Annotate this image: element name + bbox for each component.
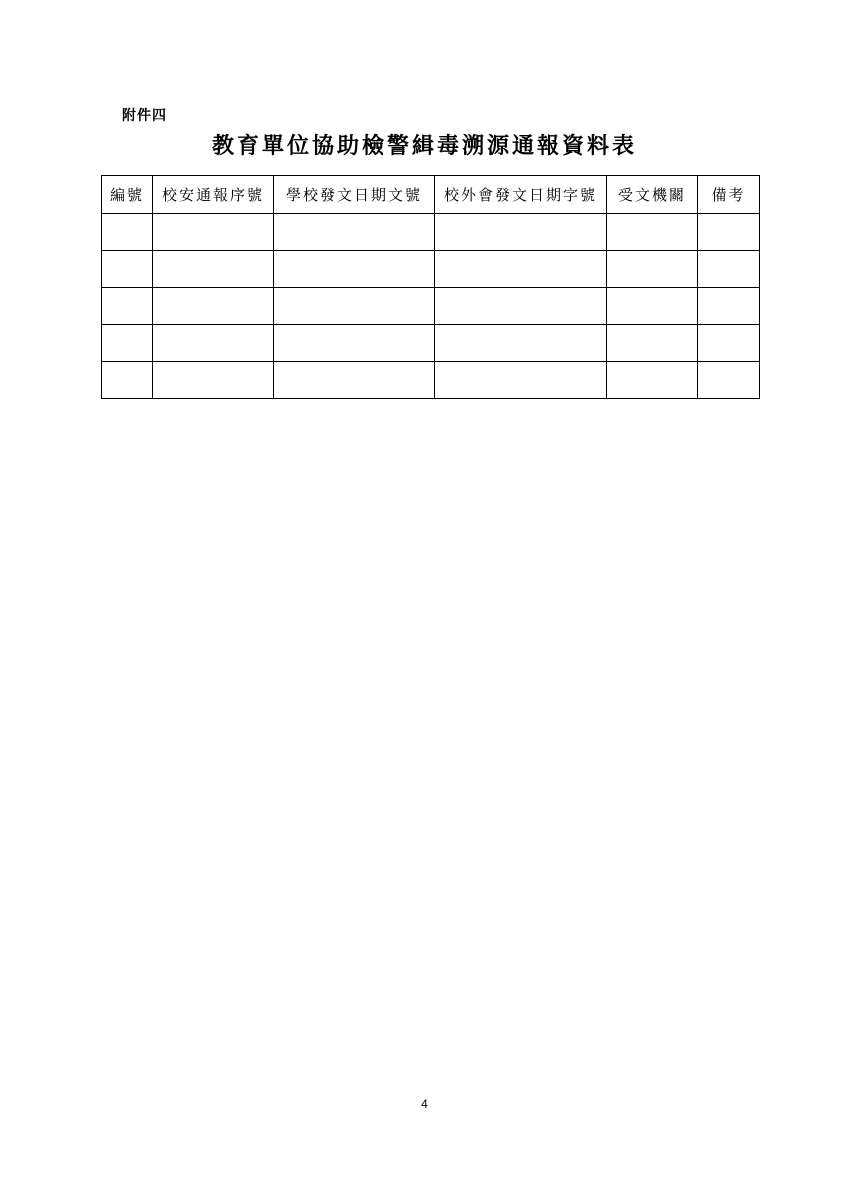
table-row: [102, 362, 760, 399]
table-cell: [698, 325, 760, 362]
table-cell: [698, 362, 760, 399]
attachment-label: 附件四: [122, 108, 167, 124]
page-title: 教育單位協助檢警緝毒溯源通報資料表: [211, 133, 637, 159]
report-table: [101, 175, 760, 399]
table-cell: [274, 251, 435, 288]
table-cell: [607, 325, 698, 362]
table-cell: [102, 362, 153, 399]
header-school-dispatch-date-number: 學校發文日期文號: [274, 176, 435, 214]
table-cell: [274, 288, 435, 325]
table-cell: [607, 362, 698, 399]
header-campus-safety-report-number: 校安通報序號: [153, 176, 274, 214]
table-cell: [274, 325, 435, 362]
header-receiving-agency: 受文機關: [607, 176, 698, 214]
table-cell: [153, 214, 274, 251]
table-cell: [607, 288, 698, 325]
table-row: [102, 288, 760, 325]
table-cell: [435, 325, 607, 362]
table-cell: [698, 288, 760, 325]
table-cell: [153, 325, 274, 362]
table-cell: [435, 288, 607, 325]
table-cell: [435, 251, 607, 288]
table-cell: [698, 251, 760, 288]
table-cell: [153, 288, 274, 325]
table-header-row: [102, 176, 760, 214]
table-cell: [102, 214, 153, 251]
page-number: 4: [421, 1097, 428, 1111]
table-cell: [153, 251, 274, 288]
table-cell: [698, 214, 760, 251]
table-cell: [274, 214, 435, 251]
table-cell: [607, 214, 698, 251]
table-row: [102, 251, 760, 288]
table-row: [102, 214, 760, 251]
table-cell: [274, 362, 435, 399]
table-row: [102, 325, 760, 362]
header-serial-number: 編號: [102, 176, 153, 214]
header-remarks: 備考: [698, 176, 760, 214]
table-cell: [435, 214, 607, 251]
table-cell: [607, 251, 698, 288]
table-cell: [102, 325, 153, 362]
table-cell: [435, 362, 607, 399]
table-cell: [102, 251, 153, 288]
table-cell: [153, 362, 274, 399]
header-committee-dispatch-date-number: 校外會發文日期字號: [435, 176, 607, 214]
table-cell: [102, 288, 153, 325]
